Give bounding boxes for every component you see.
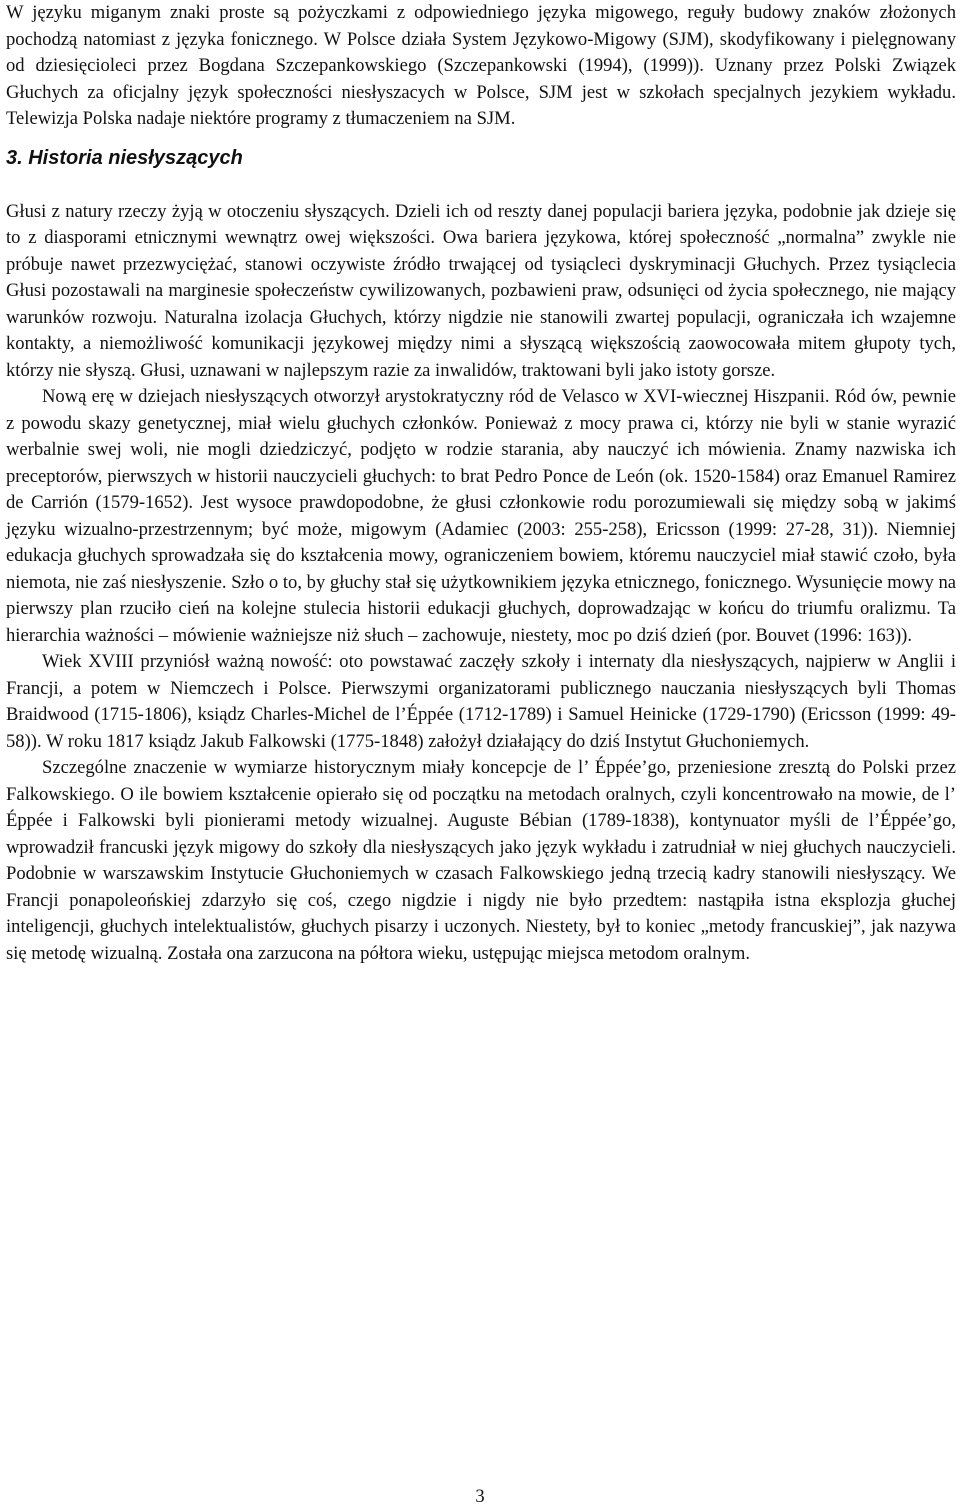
paragraph-signed-language-system: W języku miganym znaki proste są pożyczkami z odpowiedniego języka migowego, reguły budowy znaków złożonych pochodzą natomiast z języka fonicznego. W Polsce działa System Językowo-Migowy (SJM), skodyfikowany i pielęgnowany od dziesięcioleci przez Bogdana Szczepankowskiego (Szczepankowski (1994), (1999)). Uznany przez Polski Związek Głuchych za oficjalny język społeczności niesłyszacych w Polsce, SJM jest w szkołach specjalnych jezykiem wykładu. Telewizja Polska nadaje niektóre programy z tłumaczeniem na SJM. [6,2,956,129]
page-number: 3 [475,1486,485,1507]
paragraph-visual-method: Szczególne znaczenie w wymiarze historycznym miały koncepcje de l’ Éppée’go, przeniesione zresztą do Polski przez Falkowskiego. O ile bowiem kształcenie opierało się od początku na metodach oralnych, czyli koncentrowało na mowie, de l’ Éppée i Falkowski byli pionierami metody wizualnej. Auguste Bébian (1789-1838), kontynuator myśli de l’Éppée’go, wprowadził francuski język migowy do szkoły dla niesłyszących jako język wykładu i zatrudniał w niej głuchych nauczycieli. Podobnie w warszawskim Instytucie Głuchoniemych w czasach Falkowskiego jedną trzecią kadry stanowili niesłyszący. We Francji ponapoleońskiej zdarzyło się coś, czego nigdzie i nigdy nie było przedtem: nastąpiła istna eksplozja głuchej inteligencji, głuchych intelektualistów, głuchych pisarzy i uczonych. Niestety, był to koniec „metody francuskiej”, jak nazywa się metodę wizualną. Została ona zarzucona na półtora wieku, ustępując miejsca metodom oralnym. [6,757,956,964]
paragraph-eighteenth-century: Wiek XVIII przyniósł ważną nowość: oto powstawać zaczęły szkoły i internaty dla niesłyszących, najpierw w Anglii i Francji, a potem w Niemczech i Polsce. Pierwszymi organizatorami publicznego nauczania niesłyszących byli Thomas Braidwood (1715-1806), ksiądz Charles-Michel de l’Éppée (1712-1789) i Samuel Heinicke (1729-1790) (Ericsson (1999: 49-58)). W roku 1817 ksiądz Jakub Falkowski (1775-1848) założył działający do dziś Instytut Głuchoniemych. [6,651,956,752]
paragraph-deaf-isolation: Głusi z natury rzeczy żyją w otoczeniu słyszących. Dzieli ich od reszty danej populacji bariera języka, podobnie jak dzieje się to z diasporami etnicznymi wewnątrz owej większości. Owa bariera językowa, której społeczność „normalna” zwykle nie próbuje nawet przezwyciężać, stanowi oczywiste źródło trwającej od tysiącleci dyskryminacji Głuchych. Przez tysiąclecia Głusi pozostawali na marginesie społeczeństw cywilizowanych, pozbawieni praw, odsunięci od życia społecznego, nie mający warunków rozwoju. Naturalna izolacja Głuchych, którzy nigdzie nie stanowili zwartej populacji, ograniczała ich wzajemne kontakty, a niemożliwość komunikacji językowej między nimi a słyszącą większością zaowocowała mitem głupoty tych, którzy nie słyszą. Głusi, uznawani w najlepszym razie za inwalidów, traktowani byli jako istoty gorsze. [6,200,956,381]
paragraph-velasco-era: Nową erę w dziejach niesłyszących otworzył arystokratyczny ród de Velasco w XVI-wiecznej Hiszpanii. Ród ów, pewnie z powodu skazy genetycznej, miał wielu głuchych członków. Ponieważ z mocy prawa ci, którzy nie byli w stanie wyrazić werbalnie swej woli, nie mogli dziedziczyć, podjęto w rodzie starania, aby nauczyć ich mówienia. Znamy nazwiska ich preceptorów, pierwszych w historii nauczycieli głuchych: to brat Pedro Ponce de León (ok. 1520-1584) oraz Emanuel Ramirez de Carrión (1579-1652). Jest wysoce prawdopodobne, że głusi członkowie rodu porozumiewali się między sobą w jakimś języku wizualno-przestrzennym; być może, migowym (Adamiec (2003: 255-258), Ericsson (1999: 27-28, 31)). Niemniej edukacja głuchych sprowadzała się do kształcenia mowy, ograniczeniem bowiem, któremu nauczyciel miał stawić czoło, była niemota, nie zaś niesłyszenie. Szło o to, by głuchy stał się użytkownikiem języka etnicznego, fonicznego. Wysunięcie mowy na pierwszy plan rzuciło cień na kolejne stulecia historii edukacji głuchych, doprowadzając w końcu do triumfu oralizmu. Ta hierarchia ważności – mówienie ważniejsze niż słuch – zachowuje, niestety, moc po dziś dzień (por. Bouvet (1996: 163)). [6,386,956,646]
document-page [6,0,956,967]
section-heading: 3. Historia niesłyszących [6,146,243,169]
